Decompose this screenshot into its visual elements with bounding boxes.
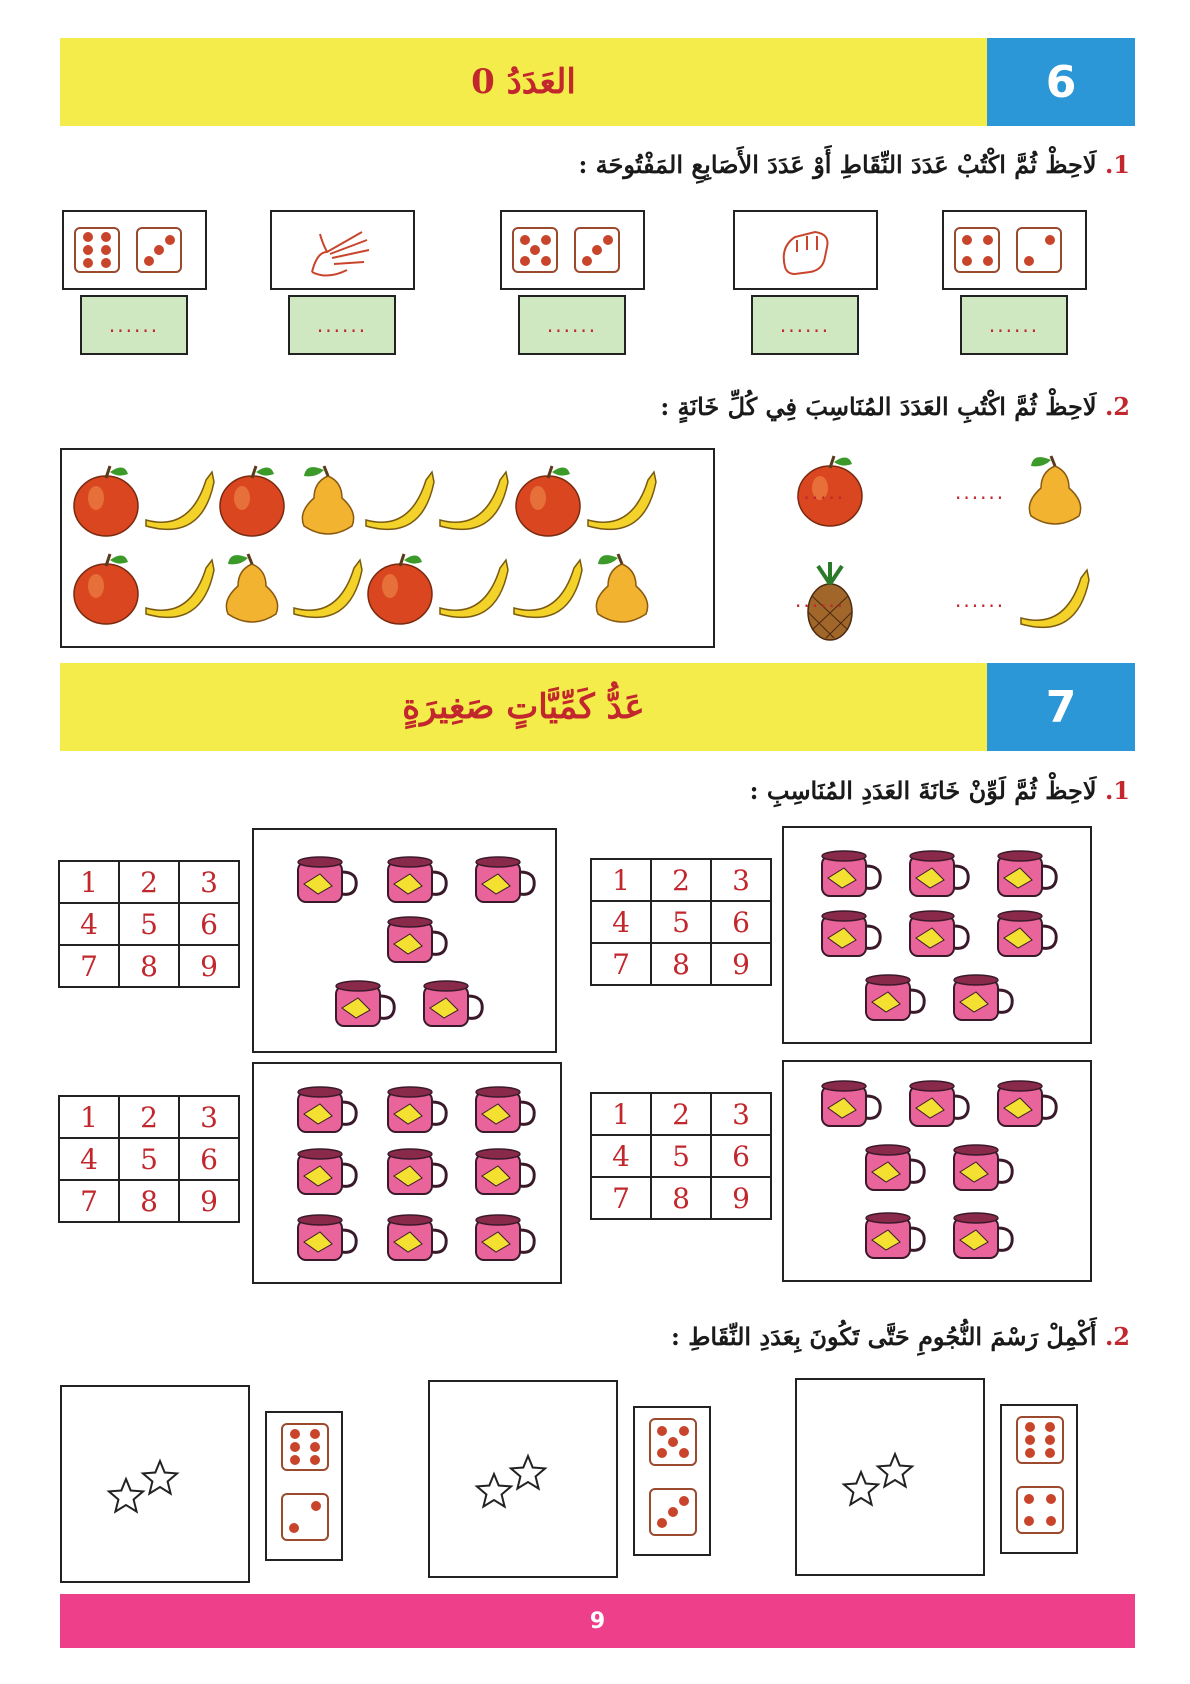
die-pip (541, 256, 551, 266)
die-pip (679, 1496, 689, 1506)
star-icon (844, 1472, 878, 1505)
ex6-1-picture-box (62, 210, 207, 290)
die-pip (541, 235, 551, 245)
cup-icon (822, 851, 880, 896)
cup-icon (866, 1145, 924, 1190)
cup-icon (424, 981, 482, 1026)
pear-count-blank[interactable]: ...... (955, 480, 1006, 504)
banana-icon (294, 560, 362, 617)
die-pip (603, 235, 613, 245)
star-drawing-box[interactable] (428, 1380, 618, 1578)
number-cell[interactable]: 9 (711, 1177, 771, 1219)
cup-icon (866, 975, 924, 1020)
die-pip (1045, 1448, 1055, 1458)
star-icon (143, 1461, 177, 1494)
number-cell[interactable]: 6 (711, 1135, 771, 1177)
die-face (74, 227, 120, 273)
ex6-1-picture-box (733, 210, 878, 290)
pear-icon (596, 554, 647, 622)
number-cell[interactable]: 8 (651, 943, 711, 985)
dice-card (265, 1411, 343, 1561)
die-pip (290, 1442, 300, 1452)
apple-icon (74, 554, 138, 624)
number-grid[interactable] (58, 1095, 240, 1223)
die-pip (668, 1507, 678, 1517)
answer-box[interactable]: ...... (80, 295, 188, 355)
number-grid[interactable] (58, 860, 240, 988)
page-footer (60, 1594, 1135, 1648)
fruit-answer-area (760, 440, 1140, 650)
lesson-6-banner (60, 38, 1135, 126)
die-pip (1046, 1494, 1056, 1504)
die-pip (311, 1501, 321, 1511)
ex7-1-text: لَاحِظْ ثُمَّ لَوِّنْ خَانَةَ العَدَدِ المُنَاسِبِ : (749, 776, 1097, 805)
number-cell[interactable]: 1 (59, 861, 119, 903)
cup-icon (298, 1149, 356, 1194)
die-pip (1024, 1516, 1034, 1526)
cup-icon (822, 911, 880, 956)
die-pip (962, 256, 972, 266)
banana-icon (146, 472, 214, 529)
banana-count-blank[interactable]: ...... (955, 588, 1006, 612)
ex7-2-number: 2. (1104, 1322, 1130, 1351)
pear-icon (302, 466, 353, 534)
cup-icon (910, 911, 968, 956)
number-cell[interactable]: 7 (59, 945, 119, 987)
answer-box[interactable]: ...... (751, 295, 859, 355)
banana-icon (440, 472, 508, 529)
lesson-7-banner (60, 663, 1135, 751)
die-pip (668, 1437, 678, 1447)
page-number: 9 (589, 1608, 606, 1634)
number-cell[interactable]: 4 (59, 903, 119, 945)
cups-box (252, 1062, 562, 1284)
number-cell[interactable]: 1 (591, 1093, 651, 1135)
apple-icon (74, 466, 138, 536)
fruit-box (60, 448, 715, 648)
die-pip (290, 1455, 300, 1465)
apple-icon (516, 466, 580, 536)
die-pip (83, 232, 93, 242)
number-grid[interactable] (590, 1092, 772, 1220)
banana-icon (440, 560, 508, 617)
die-face (136, 227, 182, 273)
number-cell[interactable]: 9 (179, 945, 239, 987)
apple-icon (220, 466, 284, 536)
number-cell[interactable]: 8 (651, 1177, 711, 1219)
die-face (954, 227, 1000, 273)
die-pip (310, 1429, 320, 1439)
die-pip (310, 1455, 320, 1465)
cup-icon (298, 1087, 356, 1132)
die-pip (1045, 1422, 1055, 1432)
die-pip (165, 235, 175, 245)
apple-icon (368, 554, 432, 624)
die-face (281, 1423, 329, 1471)
ex6-2-number: 2. (1104, 392, 1130, 421)
cups-box (782, 826, 1092, 1044)
die-pip (679, 1448, 689, 1458)
dice-card (633, 1406, 711, 1556)
number-cell[interactable]: 5 (651, 1135, 711, 1177)
apple-count-blank[interactable]: ...... (795, 480, 846, 504)
ex6-1-number: 1. (1104, 150, 1130, 179)
die-pip (983, 256, 993, 266)
ex6-1-instruction (578, 150, 1130, 179)
die-pip (101, 232, 111, 242)
banana-icon (514, 560, 582, 617)
cup-icon (388, 1149, 446, 1194)
cup-icon (998, 851, 1056, 896)
die-pip (144, 256, 154, 266)
die-pip (657, 1448, 667, 1458)
die-pip (520, 235, 530, 245)
ex6-1-picture-box (500, 210, 645, 290)
die-face (512, 227, 558, 273)
cups-box (782, 1060, 1092, 1282)
number-cell[interactable]: 8 (119, 1180, 179, 1222)
ex6-2-instruction (660, 392, 1130, 421)
die-pip (582, 256, 592, 266)
cup-icon (866, 1213, 924, 1258)
lesson-7-number: 7 (987, 663, 1135, 751)
die-face (649, 1418, 697, 1466)
cup-icon (298, 857, 356, 902)
banana-icon (146, 560, 214, 617)
open-hand-icon (272, 212, 413, 288)
pear-icon (226, 554, 277, 622)
die-pip (657, 1518, 667, 1528)
cup-icon (388, 1215, 446, 1260)
number-cell[interactable]: 3 (711, 1093, 771, 1135)
die-face (1016, 1416, 1064, 1464)
die-pip (101, 245, 111, 255)
star-icon (878, 1454, 912, 1487)
star-icon (477, 1474, 511, 1507)
ex7-2-text: أَكْمِلْ رَسْمَ النُّجُومِ حَتَّى تَكُونَ بِعَدَدِ النِّقَاطِ : (670, 1322, 1097, 1351)
number-cell[interactable]: 2 (119, 861, 179, 903)
cup-icon (476, 1149, 534, 1194)
die-pip (1024, 1494, 1034, 1504)
die-pip (520, 256, 530, 266)
ex7-1-instruction (750, 776, 1130, 805)
cup-icon (336, 981, 394, 1026)
die-pip (983, 235, 993, 245)
die-face (1016, 1486, 1064, 1534)
number-cell[interactable]: 5 (651, 901, 711, 943)
die-pip (592, 245, 602, 255)
pear-icon (1029, 456, 1080, 524)
number-cell[interactable]: 7 (59, 1180, 119, 1222)
number-cell[interactable]: 3 (179, 861, 239, 903)
number-cell[interactable]: 6 (711, 901, 771, 943)
cup-icon (822, 1081, 880, 1126)
ex7-1-number: 1. (1104, 776, 1130, 805)
number-grid[interactable] (590, 858, 772, 986)
cups-illustration (784, 828, 1090, 1042)
number-cell[interactable]: 3 (711, 859, 771, 901)
cup-icon (476, 1215, 534, 1260)
number-cell[interactable]: 8 (119, 945, 179, 987)
cups-illustration (254, 1064, 560, 1282)
number-cell[interactable]: 3 (179, 1096, 239, 1138)
die-pip (679, 1426, 689, 1436)
stars-illustration (430, 1382, 616, 1576)
number-cell[interactable]: 1 (591, 859, 651, 901)
die-face (649, 1488, 697, 1536)
number-cell[interactable]: 9 (179, 1180, 239, 1222)
die-pip (1025, 1448, 1035, 1458)
star-drawing-box[interactable] (60, 1385, 250, 1583)
banana-icon (366, 472, 434, 529)
number-cell[interactable]: 2 (651, 859, 711, 901)
cup-icon (388, 917, 446, 962)
answer-box[interactable]: ...... (518, 295, 626, 355)
ex6-2-text: لَاحِظْ ثُمَّ اكْتُبِ العَدَدَ المُنَاسِبَ فِي كُلِّ خَانَةٍ : (660, 392, 1097, 421)
cup-icon (910, 851, 968, 896)
die-pip (290, 1429, 300, 1439)
cup-icon (998, 911, 1056, 956)
stars-illustration (797, 1380, 983, 1574)
die-pip (310, 1442, 320, 1452)
cup-icon (476, 857, 534, 902)
number-cell[interactable]: 5 (119, 1138, 179, 1180)
cup-icon (954, 975, 1012, 1020)
pineapple-count-blank[interactable]: ...... (795, 588, 846, 612)
die-pip (530, 245, 540, 255)
die-pip (1025, 1435, 1035, 1445)
number-cell[interactable]: 4 (591, 901, 651, 943)
die-pip (1024, 256, 1034, 266)
die-face (574, 227, 620, 273)
die-pip (83, 245, 93, 255)
lesson-6-number: 6 (987, 38, 1135, 126)
number-cell[interactable]: 6 (179, 1138, 239, 1180)
fist-icon (735, 212, 876, 288)
die-pip (289, 1523, 299, 1533)
die-pip (657, 1426, 667, 1436)
die-pip (962, 235, 972, 245)
cup-icon (388, 857, 446, 902)
die-pip (101, 258, 111, 268)
die-pip (1046, 1516, 1056, 1526)
dice-card (1000, 1404, 1078, 1554)
star-icon (511, 1456, 545, 1489)
die-face (1016, 227, 1062, 273)
die-face (281, 1493, 329, 1541)
number-cell[interactable]: 2 (119, 1096, 179, 1138)
fruit-illustration (62, 450, 713, 646)
star-icon (109, 1479, 143, 1512)
answer-box[interactable]: ...... (960, 295, 1068, 355)
cup-icon (954, 1213, 1012, 1258)
stars-illustration (62, 1387, 248, 1581)
cup-icon (954, 1145, 1012, 1190)
ex7-2-instruction (671, 1322, 1130, 1351)
lesson-6-title: العَدَدُ 0 (471, 62, 576, 102)
cup-icon (388, 1087, 446, 1132)
number-cell[interactable]: 2 (651, 1093, 711, 1135)
cups-illustration (254, 830, 555, 1051)
number-cell[interactable]: 5 (119, 903, 179, 945)
cup-icon (910, 1081, 968, 1126)
answer-box[interactable]: ...... (288, 295, 396, 355)
banana-icon (588, 472, 656, 529)
cup-icon (998, 1081, 1056, 1126)
ex6-1-picture-box (270, 210, 415, 290)
die-pip (154, 245, 164, 255)
number-cell[interactable]: 4 (59, 1138, 119, 1180)
number-cell[interactable]: 7 (591, 943, 651, 985)
number-cell[interactable]: 9 (711, 943, 771, 985)
die-pip (1045, 235, 1055, 245)
ex6-1-picture-box (942, 210, 1087, 290)
number-cell[interactable]: 4 (591, 1135, 651, 1177)
cup-icon (298, 1215, 356, 1260)
die-pip (83, 258, 93, 268)
cups-box (252, 828, 557, 1053)
ex6-1-text: لَاحِظْ ثُمَّ اكْتُبْ عَدَدَ النِّقَاطِ أَوْ عَدَدَ الأَصَابِعِ المَفْتُوحَة : (578, 150, 1097, 179)
number-cell[interactable]: 7 (591, 1177, 651, 1219)
lesson-7-title: عَدُّ كَمِّيَّاتٍ صَغِيرَةٍ (402, 687, 645, 727)
die-pip (1045, 1435, 1055, 1445)
cups-illustration (784, 1062, 1090, 1280)
number-cell[interactable]: 6 (179, 903, 239, 945)
cup-icon (476, 1087, 534, 1132)
star-drawing-box[interactable] (795, 1378, 985, 1576)
number-cell[interactable]: 1 (59, 1096, 119, 1138)
die-pip (1025, 1422, 1035, 1432)
banana-icon (1021, 570, 1089, 627)
